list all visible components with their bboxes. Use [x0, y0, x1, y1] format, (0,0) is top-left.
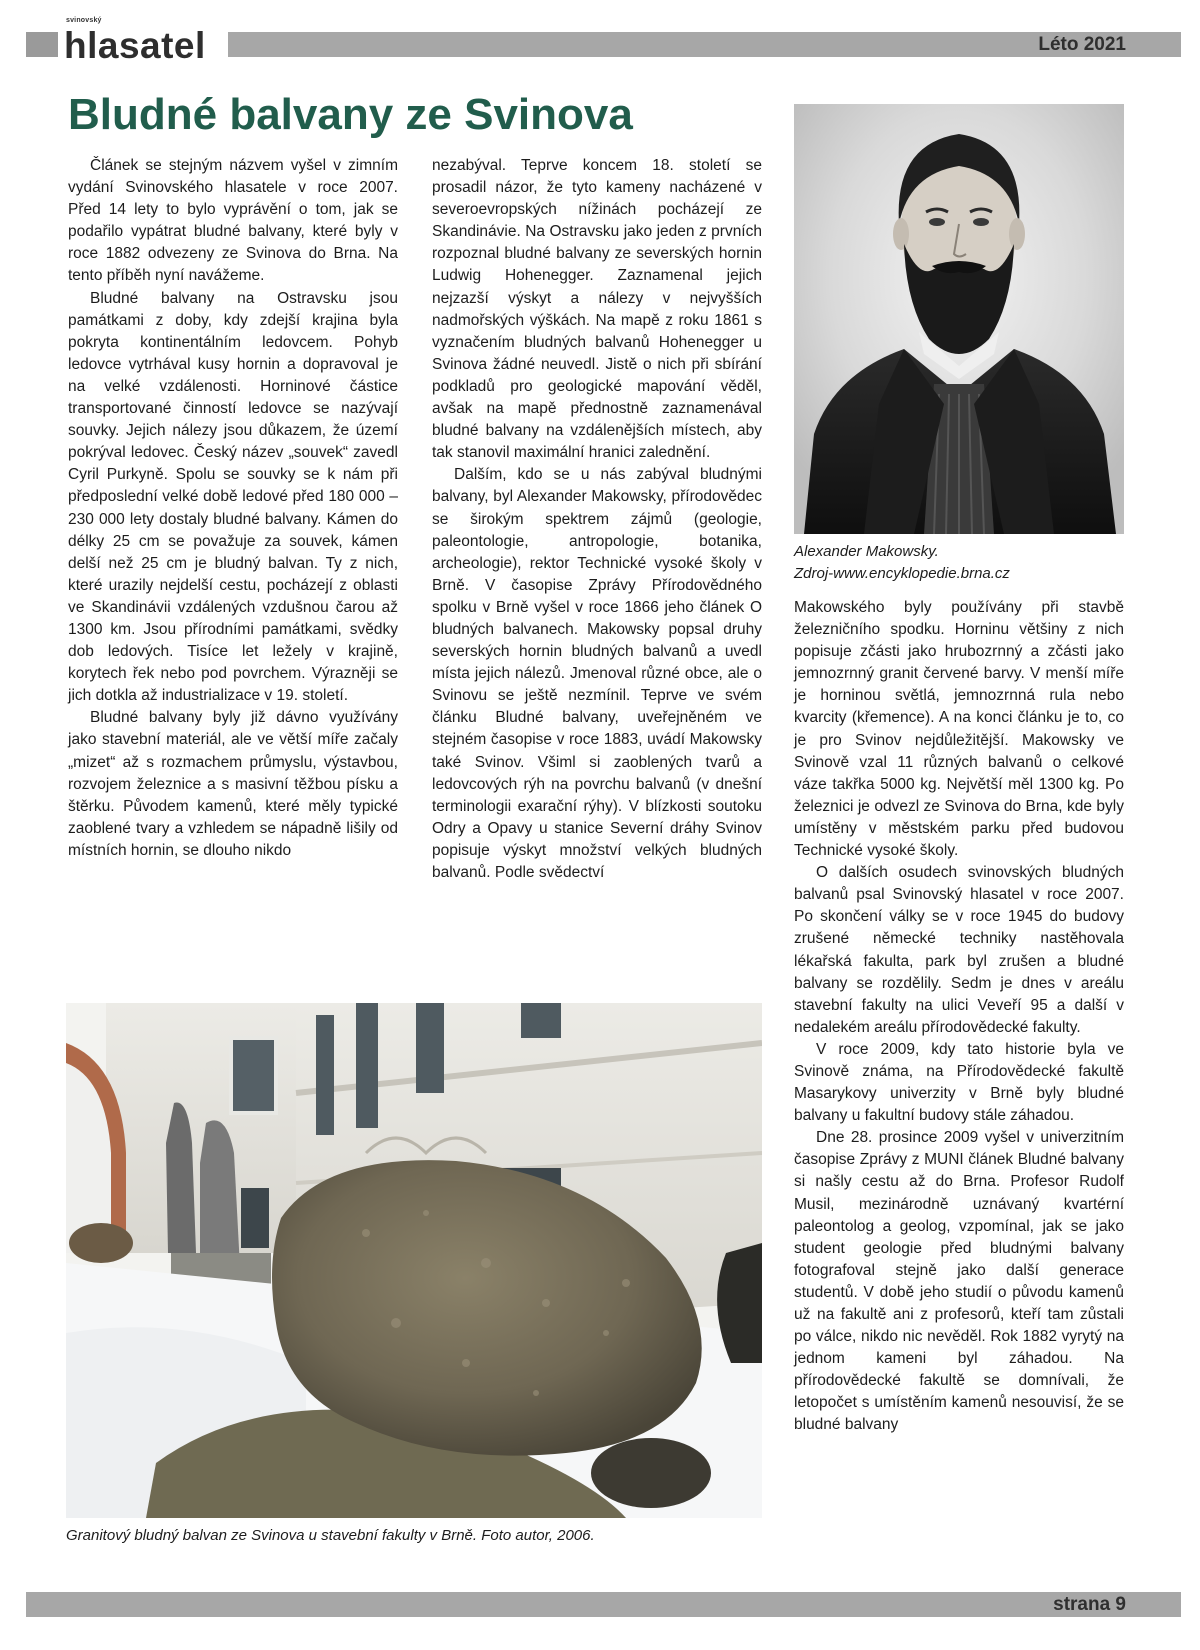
- page-number: strana 9: [1053, 1594, 1126, 1615]
- portrait-caption-source: Zdroj-www.encyklopedie.brna.cz: [794, 565, 1010, 582]
- photo-caption: Granitový bludný balvan ze Svinova u stavební fakulty v Brně. Foto autor, 2006.: [66, 1527, 595, 1544]
- article-title: Bludné balvany ze Svinova: [68, 90, 633, 139]
- portrait-image: [794, 104, 1124, 534]
- paragraph: Bludné balvany na Ostravsku jsou památkami z doby, kdy zdejší krajina byla pokryta kontinentálním ledovcem. Pohyb ledovce vytrhával kusy hornin a dopravoval je na velké vzdálenosti. Horninové částice transportované činností ledovce se nazývají souvky. Jejich nálezy jsou důkazem, že území pokrýval ledovec. Český název „souvek“ zavedl Cyril Purkyně. Spolu se souvky se k nám při předposlední velké době ledové před 180 000 – 230 000 lety dostaly bludné balvany. Kámen do délky 25 cm se považuje za souvek, kámen delší než 25 cm je bludný balvan. Ty z nich, které urazily nejdelší cestu, pocházejí z oblasti ve Skandinávii vzdálených vzdušnou čarou až 1300 km. Jsou přírodními památkami, svědky dob ledových. Tisíce let ležely v krajině, korytech řek nebo pod povrchem. Výrazněji se jich dotkla až industrializace v 19. století.: [68, 289, 398, 705]
- masthead-season: Léto 2021: [1038, 34, 1126, 55]
- article-column-1: [68, 155, 398, 862]
- paragraph: Makowského byly používány při stavbě železničního spodku. Horninu většiny z nich popisuje zčásti jako hrubozrnný a zčásti jako jemnozrnný granit červené barvy. V menší míře je horninou světlá, jemnozrnná rula nebo kvarcity (křemence). A na konci článku je to, co je pro Svinov nejdůležitější. Makowsky ve Svinově vzal 11 různých balvanů o celkové váze takřka 5000 kg. Největší měl 1300 kg. Po železnici je odvezl ze Svinova do Brna, kde byly umístěny v městském parku před budovou Technické vysoké školy.: [794, 599, 1124, 860]
- paragraph: Dne 28. prosince 2009 vyšel v univerzitním časopise Zprávy z MUNI článek Bludné balvany si našly cestu až do Brna. Profesor Rudolf Musil, mezinárodně uznávaný kvartérní paleontolog a geolog, vzpomínal, jak se jako student geologie před bludnými balvany fotografoval stejně jako další generace studentů. V době jeho studií o původu kamenů už na fakultě ani z profesorů, kteří tam zůstali po válce, nikdo nic nevěděl. Rok 1882 vyrytý na jednom kameni byl záhadou. Na přírodovědecké fakultě se domnívali, že letopočet s umístěním kamenů nesouvisí, že se bludné balvany: [794, 1129, 1124, 1434]
- boulder-photo: [66, 1003, 762, 1518]
- article-column-3: [794, 597, 1124, 1437]
- masthead-small-label: svinovský: [66, 17, 102, 24]
- portrait-caption-name: Alexander Makowsky.: [794, 543, 939, 560]
- masthead-square: [26, 32, 58, 57]
- footer-bar: [26, 1592, 1181, 1617]
- article-column-2: [432, 155, 762, 884]
- paragraph: V roce 2009, kdy tato historie byla ve Svinově známa, na Přírodovědecké fakultě Masarykovy univerzity v Brně byly bludné balvany u fakultní budovy stále záhadou.: [794, 1040, 1124, 1125]
- paragraph: Bludné balvany byly již dávno využívány jako stavební materiál, ale ve větší míře začaly „mizet“ až s rozmachem průmyslu, výstavbou, rozvojem železnice a s masivní těžbou písku a štěrku. Původem kamenů, které měly typické zaoblené tvary a vzhledem se nápadně lišily od místních hornin, se dlouho nikdo: [68, 709, 398, 859]
- paragraph: Článek se stejným názvem vyšel v zimním vydání Svinovského hlasatele v roce 2007. Před 14 lety to bylo vyprávění o tom, jak se podařilo vypátrat bludné balvany, které byly v roce 1882 odvezeny ze Svinova do Brna. Na tento příběh nyní navážeme.: [68, 157, 398, 285]
- paragraph: Dalším, kdo se u nás zabýval bludnými balvany, byl Alexander Makowsky, přírodovědec se širokým spektrem zájmů (geologie, paleontologie, antropologie, botanika, archeologie), rektor Technické vysoké školy v Brně. V časopise Zprávy Přírodovědného spolku v Brně vyšel v roce 1866 jeho článek O bludných balvanech. Makowsky popsal druhy severských hornin bludných balvanů a uvedl místa jejich nálezů. Jmenoval různé obce, ale o Svinovu se ještě nezmínil. Teprve ve svém článku Bludné balvany, uveřejněném ve stejném časopise v roce 1883, uvádí Makowsky také Svinov. Všiml si zaoblených tvarů a ledovcových rýh na povrchu balvanů (v dnešní terminologii exarační rýhy). V blízkosti soutoku Odry a Opavy u stanice Severní dráhy Svinov popisuje výskyt množství velkých bludných balvanů. Podle svědectví: [432, 466, 762, 881]
- masthead-title: hlasatel: [64, 25, 206, 66]
- paragraph: nezabýval. Teprve koncem 18. století se prosadil názor, že tyto kameny nacházené v severoevropských nížinách pocházejí ze Skandinávie. Na Ostravsku jako jeden z prvních rozpoznal bludné balvany ze severských hornin Ludwig Hohenegger. Zaznamenal jejich nejzazší výskyt a nálezy v nejvyšších nadmořských výškách. Na mapě z roku 1861 s vyznačením bludných balvanů Hohenegger u Svinova žádné neuvedl. Jistě o nich při sbírání podkladů pro geologické mapování věděl, avšak na mapě přednostně zaznamenával bludné balvany na vzdálenějších místech, aby tak stanovil maximální hranici zalednění.: [432, 157, 762, 462]
- portrait-caption: [794, 541, 1134, 585]
- paragraph: O dalších osudech svinovských bludných balvanů psal Svinovský hlasatel v roce 2007. Po skončení války se v roce 1945 do budovy zrušené německé techniky nastěhovala lékařská fakulta, park byl zrušen a bludné balvany se rozdělily. Sedm je dnes v areálu stavební fakulty na ulici Veveří 95 a další v nedalekém areálu přírodovědecké fakulty.: [794, 864, 1124, 1036]
